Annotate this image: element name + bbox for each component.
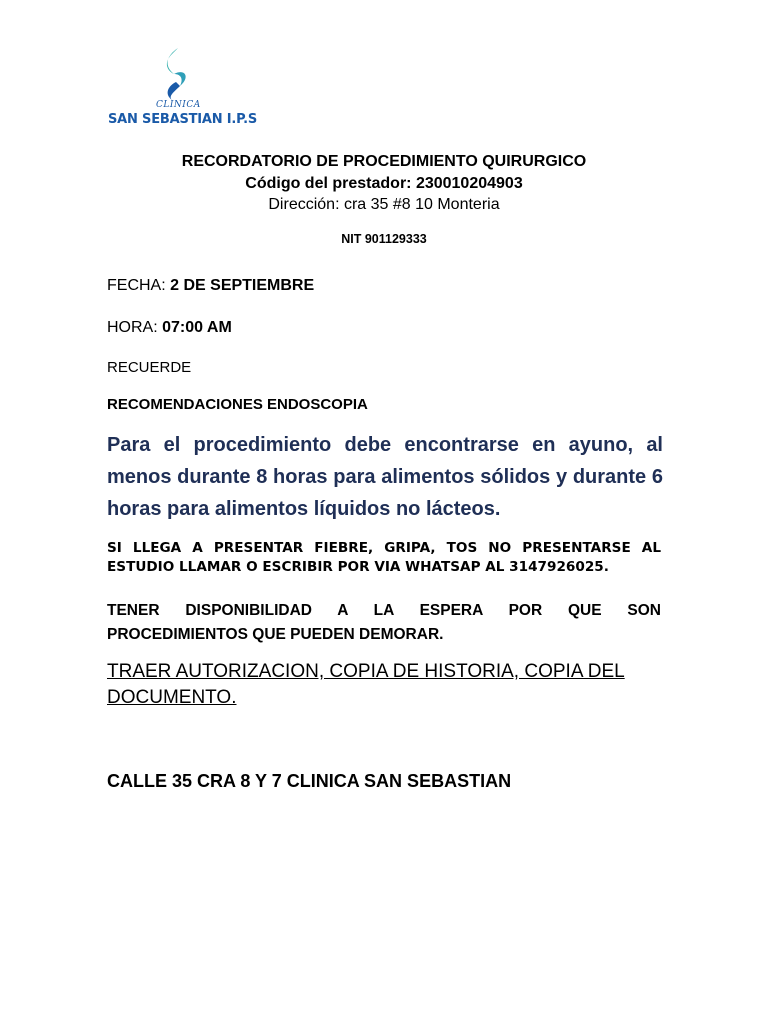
waiting-notice-line-1: TENER DISPONIBILIDAD A LA ESPERA POR QUE SON [107, 602, 661, 619]
date-value: 2 DE SEPTIEMBRE [170, 277, 315, 294]
reminder-heading: RECUERDE [107, 359, 192, 376]
time-label: HORA: [107, 319, 163, 336]
logo-name-text: SAN SEBASTIAN I.P.S [108, 112, 257, 127]
logo-clinica-text: CLINICA [156, 100, 201, 110]
time-value: 07:00 AM [162, 319, 232, 336]
clinic-address-header: Dirección: cra 35 #8 10 Monteria [268, 196, 500, 213]
document-title: RECORDATORIO DE PROCEDIMIENTO QUIRURGICO [181, 153, 587, 170]
waiting-notice-line-2: PROCEDIMIENTOS QUE PUEDEN DEMORAR. [107, 626, 444, 643]
clinic-logo-mark-icon [156, 46, 196, 102]
date-label: FECHA: [107, 277, 171, 294]
provider-code: Código del prestador: 230010204903 [245, 175, 523, 192]
waiting-notice [107, 599, 661, 647]
date-line [107, 277, 314, 295]
clinic-location: CALLE 35 CRA 8 Y 7 CLINICA SAN SEBASTIAN [107, 771, 512, 791]
time-line [107, 319, 232, 337]
fever-warning: SI LLEGA A PRESENTAR FIEBRE, GRIPA, TOS NO PRESENTARSE AL ESTUDIO LLAMAR O ESCRIBIR POR VIA WHATSAP AL 3147926025. [107, 540, 661, 575]
required-documents: TRAER AUTORIZACION, COPIA DE HISTORIA, COPIA DEL DOCUMENTO. [107, 661, 625, 708]
fasting-text: Para el procedimiento debe encontrarse en ayuno, al menos durante 8 horas para alimentos sólidos y durante 6 horas para alimentos líquidos no lácteos. [107, 434, 663, 520]
recommendations-heading: RECOMENDACIONES ENDOSCOPIA [107, 396, 368, 413]
nit-number: NIT 901129333 [341, 232, 427, 246]
clinic-logo [106, 44, 257, 134]
fasting-instructions [107, 429, 663, 525]
